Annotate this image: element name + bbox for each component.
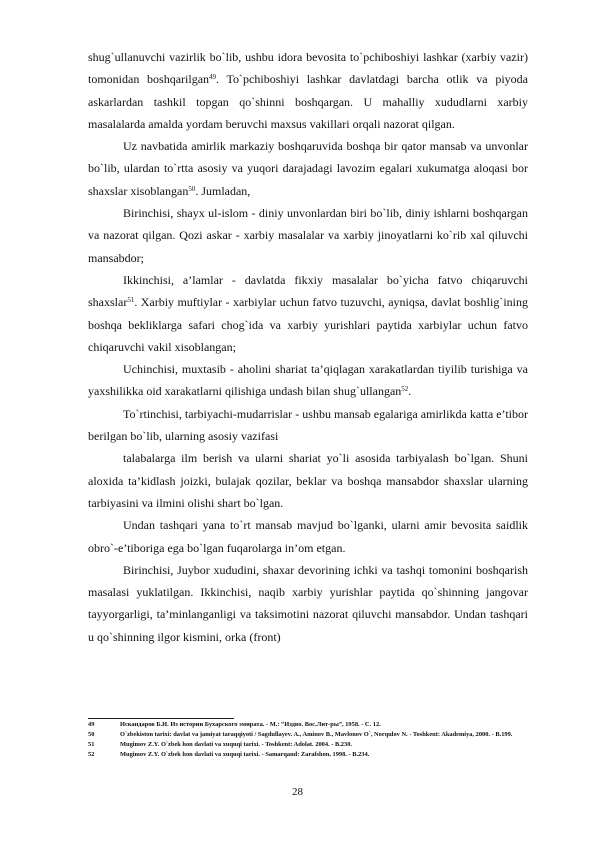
footnote-reference: 51 bbox=[127, 296, 135, 305]
footnote-reference: 49 bbox=[209, 73, 217, 82]
footnote bbox=[88, 720, 528, 730]
paragraph bbox=[88, 269, 528, 358]
paragraph-text: . Jumladan, bbox=[195, 183, 251, 198]
paragraph bbox=[88, 514, 528, 559]
footnotes bbox=[88, 720, 528, 760]
paragraph-text: Ikkinchisi, a’lamlar - davlatda fikxiy masalalar bo`yicha fatvo chiqaruvchi shaxslar bbox=[88, 272, 528, 310]
paragraph bbox=[88, 447, 528, 514]
paragraph-text: Uchinchisi, muxtasib - aholini shariat ta’qiqlagan xarakatlardan tiyilib turishiga va yaxshilikka oid xarakatlarni qilishiga undash bilan shug`ullangan bbox=[88, 362, 528, 399]
paragraph bbox=[88, 202, 528, 269]
footnote-separator bbox=[88, 718, 234, 719]
paragraph bbox=[88, 358, 528, 403]
paragraph-text: Birinchisi, Juybor xududini, shaxar devorining ichki va tashqi tomonini boshqarish masalasi yuklatilgan. Ikkinchisi, naqib xarbiy yurishlar paytida qo`shinning jangovar tayyorgarligi, ta’minlanganligi va taksimotini nazorat qiluvchi mansabdor. Undan tashqari u qo`shinning ilgor kismini, orka (front) bbox=[88, 562, 528, 644]
paragraph-text: Birinchisi, shayx ul-islom - diniy unvonlardan biri bo`lib, diniy ishlarni boshqargan va nazorat qilgan. Qozi askar - xarbiy masalalar va xarbiy jinoyatlarni ko`rib xal qiluvchi mansabdor; bbox=[88, 206, 528, 265]
footnote-reference: 50 bbox=[188, 184, 196, 193]
footnote bbox=[88, 750, 528, 760]
paragraph bbox=[88, 46, 528, 135]
paragraph bbox=[88, 559, 528, 648]
footnote-number: 50 bbox=[88, 731, 95, 738]
footnote-number: 51 bbox=[88, 741, 95, 748]
page-number: 28 bbox=[292, 786, 303, 798]
paragraph-text: Undan tashqari yana to`rt mansab mavjud bo`lganki, ularni amir bevosita saidlik obro`-e’tiboriga ega bo`lgan fuqarolarga in’om etgan. bbox=[88, 518, 528, 555]
footnote-number: 49 bbox=[88, 721, 95, 728]
footnote-reference: 52 bbox=[401, 385, 409, 394]
paragraph-text: . Xarbiy muftiylar - xarbiylar uchun fatvo tuzuvchi, ayniqsa, davlat boshlig`ining boshqa bekliklarga safari chog`ida va xarbiy yurishlari paytida xarbiylar uchun fatvo chiqaruvchi vakil xisoblangan; bbox=[88, 295, 528, 354]
paragraph-text: Uz navbatida amirlik markaziy boshqaruvida boshqa bir qator mansab va unvonlar bo`lib, ulardan to`rtta asosiy va yuqori darajadagi lavozim egalari xukumatga aloqasi bor shaxslar xisoblangan bbox=[88, 139, 528, 198]
footnote bbox=[88, 730, 528, 740]
footnote-text: Искандаров Б.И. Из истории Бухарского эмирата. - М.: “Издво. Вос.Лит-ры”, 1958. - С. 12. bbox=[120, 721, 381, 728]
paragraph-text: talabalarga ilm berish va ularni shariat yo`li asosida tarbiyalash bo`lgan. Shuni aloxida ta’kidlash joizki, bulajak qozilar, beklar va boshqa mansabdor shaxslar ularning tarbiyasini va ilmini olishi shart bo`lgan. bbox=[88, 451, 528, 510]
paragraph-text: shug`ullanuvchi vazirlik bo`lib, ushbu idora bevosita to`pchiboshiyi lashkar (xarbiy vazir) tomonidan boshqarilgan bbox=[88, 50, 528, 87]
paragraph-text: . To`pchiboshiyi lashkar davlatdagi barcha otlik va piyoda askarlardan tashkil topgan qo`shinni boshqargan. U mahalliy xududlarni xarbiy masalalarda amalda yordam beruvchi maxsus vakillari orqali nazorat qilgan. bbox=[88, 72, 528, 131]
paragraph-text: To`rtinchisi, tarbiyachi-mudarrislar - ushbu mansab egalariga amirlikda katta e’tibor berilgan bo`lib, ularning asosiy vazifasi bbox=[88, 406, 528, 444]
paragraph-text: . bbox=[408, 384, 412, 399]
footnote-text: O`zbekiston tarixi: davlat va jamiyat taraqqiyoti / Sagdullayev. A., Aminov B., Mavlonov O`, Norqulov N. - Toshkent: Akademiya, 2000. - B.199. bbox=[120, 731, 513, 738]
footnote-text: Mugimov Z.Y. O`zbek hon davlati va xuquqi tarixi. - Samarqand: Zarafshon, 1998. - B.234. bbox=[120, 751, 370, 758]
body-text bbox=[88, 46, 528, 648]
footnote-number: 52 bbox=[88, 751, 95, 758]
footnote bbox=[88, 740, 528, 750]
footnote-text: Mugimov Z.Y. O`zbek hon davlati va xuquqi tarixi. - Toshkent: Adolat. 2004. - B.230. bbox=[120, 741, 352, 748]
paragraph bbox=[88, 403, 528, 448]
paragraph bbox=[88, 135, 528, 202]
